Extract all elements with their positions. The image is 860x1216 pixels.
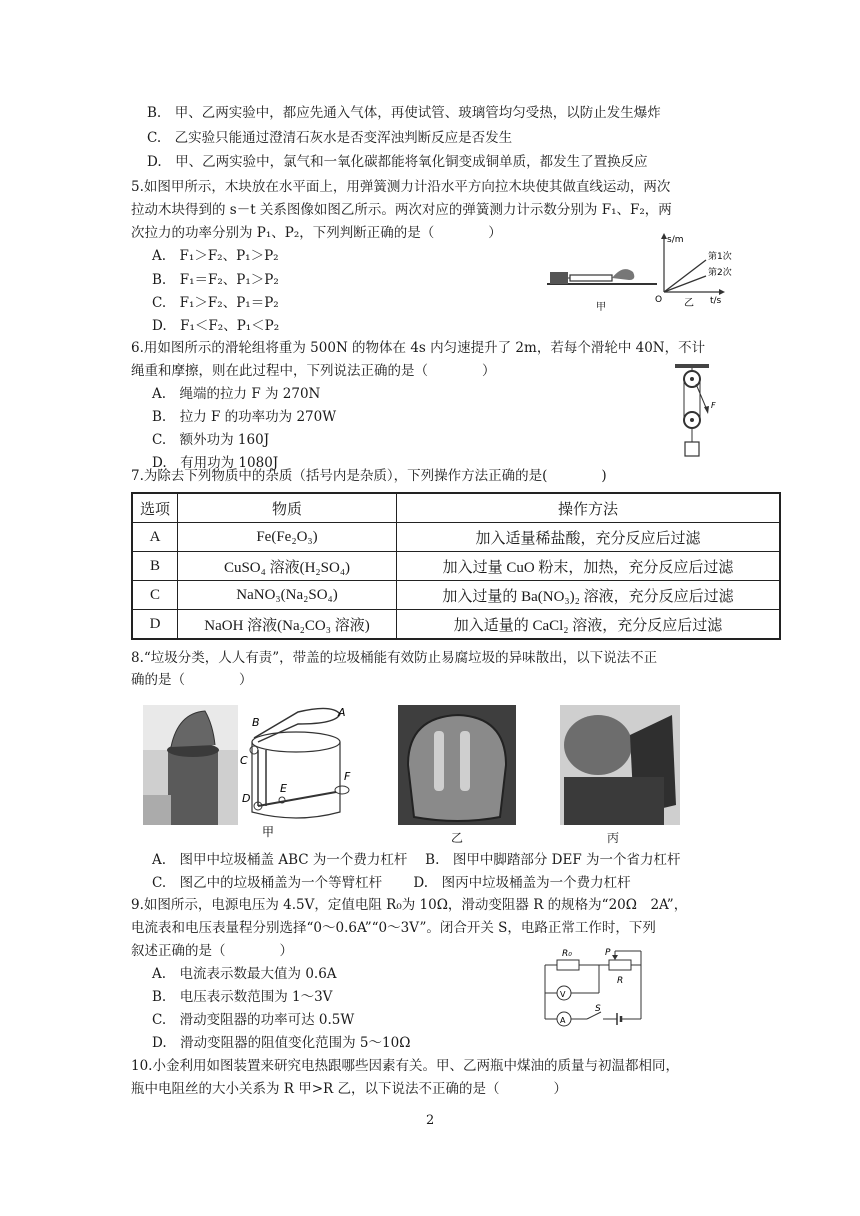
q5-apparatus-figure [545,258,663,316]
q5-option-c: C. F₁＞F₂、P₁＝P₂ [152,295,279,311]
q9-option-d: D. 滑动变阻器的阻值变化范围为 5～10Ω [152,1035,411,1051]
q7-stem: 7.为除去下列物质中的杂质（括号内是杂质），下列操作方法正确的是( ) [131,468,607,484]
q9-option-b: B. 电压表示数范围为 1～3V [152,989,333,1005]
q8-lever-diagram [236,702,356,842]
q5-spring-scale [570,275,612,281]
q8-label-c: C [240,754,248,767]
table-cell: Fe(Fe₂O₃) [178,523,397,552]
table-cell: B [132,552,178,581]
table-cell: CuSO₄ 溶液(H₂SO₄) [178,552,397,581]
table-cell: A [132,523,178,552]
table-cell: NaNO₃(Na₂SO₄) [178,581,397,610]
q6-option-a: A. 绳端的拉力 F 为 270N [152,386,321,402]
q9-r-label: R [617,976,624,986]
table-cell: 加入过量的 Ba(NO₃)₂ 溶液，充分反应后过滤 [397,581,781,610]
q5-y-axis-label: s/m [667,235,684,245]
q4-option-b: B. 甲、乙两实验中，都应先通入气体，再使试管、玻璃管均匀受热，以防止发生爆炸 [147,105,661,121]
q9-resistor-r0 [557,960,579,970]
q8-lid [254,708,340,742]
q5-x-axis-label: t/s [710,296,722,306]
q5-option-b: B. F₁＝F₂、P₁＞P₂ [152,272,279,288]
q5-option-a: A. F₁＞F₂、P₁＞P₂ [152,248,279,264]
q5-st-graph [650,230,740,310]
q6-load-block [685,442,699,456]
table-header-row [132,493,780,523]
q9-rheostat [609,960,631,970]
q5-stem-3: 次拉力的功率分别为 P₁、P₂，下列判断正确的是（ ） [131,225,502,241]
q6-force-label: F [711,401,716,410]
q6-option-c: C. 额外功为 160J [152,432,270,448]
table-row [132,581,780,610]
q5-origin-label: O [655,295,663,305]
q5-hand [612,269,634,280]
q8-bing-label: 丙 [607,831,620,845]
q4-option-c: C. 乙实验只能通过澄清石灰水是否变浑浊判断反应是否发生 [147,130,513,146]
q6-stem-2: 绳重和摩擦，则在此过程中，下列说法正确的是（ ） [131,363,496,379]
table-cell: 加入适量的 CaCl₂ 溶液，充分反应后过滤 [397,610,781,640]
q4-option-d: D. 甲、乙两实验中，氯气和一氧化碳都能将氧化铜变成铜单质，都发生了置换反应 [147,154,648,170]
q8-options-cd: C. 图乙中的垃圾桶盖为一个等臂杠杆 D. 图丙中垃圾桶盖为一个费力杠杆 [152,875,631,891]
q9-stem-3: 叙述正确的是（ ） [131,943,293,959]
q8-jia-label: 甲 [262,825,275,839]
q9-circuit-diagram [535,945,650,1030]
q5-first-label: 第1次 [708,252,732,262]
q8-options-ab: A. 图甲中垃圾桶盖 ABC 为一个费力杠杆 B. 图甲中脚踏部分 DEF 为一个省力杠杆 [152,852,681,868]
q8-label-e: E [280,782,287,795]
q8-stem-2: 确的是（ ） [131,672,253,688]
table-cell: 加入过量 CuO 粉末，加热，充分反应后过滤 [397,552,781,581]
q7-options-table [131,492,781,640]
q8-label-b: B [252,716,260,729]
q5-yi-label: 乙 [684,298,694,309]
table-cell: C [132,581,178,610]
q5-option-d: D. F₁＜F₂、P₁＜P₂ [152,318,280,334]
q9-stem-2: 电流表和电压表量程分别选择“0～0.6A”“0～3V”。闭合开关 S，电路正常工作时，下列 [131,920,656,936]
q9-option-c: C. 滑动变阻器的功率可达 0.5W [152,1012,355,1028]
q9-switch-label: S [595,1004,601,1014]
q8-photo-jia [143,705,238,825]
table-header-cell: 物质 [178,493,397,523]
q6-pulley-figure [665,362,725,462]
q5-line-second [664,276,706,292]
q5-second-label: 第2次 [708,268,732,278]
q6-stem-1: 6.用如图所示的滑轮组将重为 500N 的物体在 4s 内匀速提升了 2m，若每个滑轮中 40N，不计 [131,340,706,356]
table-header-cell: 操作方法 [397,493,781,523]
q9-p-label: P [605,948,611,958]
q6-option-d: D. 有用功为 1080J [152,455,279,471]
q10-stem-2: 瓶中电阻丝的大小关系为 R 甲>R 乙，以下说法不正确的是（ ） [131,1081,568,1097]
q8-photo-bing [560,705,680,825]
q5-jia-label: 甲 [596,302,606,313]
q9-ammeter-label: A [560,1016,566,1025]
table-row [132,523,780,552]
q5-line-first [664,260,706,292]
q9-option-a: A. 电流表示数最大值为 0.6A [152,966,337,982]
q6-option-b: B. 拉力 F 的功率功为 270W [152,409,337,425]
q5-block [550,272,568,284]
page-number: 2 [426,1113,435,1128]
q5-stem-1: 5.如图甲所示，木块放在水平面上，用弹簧测力计沿水平方向拉木块使其做直线运动，两次 [131,179,671,195]
table-header-cell: 选项 [132,493,178,523]
q8-yi-label: 乙 [451,831,464,845]
q5-stem-2: 拉动木块得到的 s－t 关系图像如图乙所示。两次对应的弹簧测力计示数分别为 F₁、F₂，两 [131,202,672,218]
q8-label-a: A [338,706,346,719]
q10-stem-1: 10.小金利用如图装置来研究电热跟哪些因素有关。甲、乙两瓶中煤油的质量与初温都相同， [131,1058,679,1074]
q9-r0-label: R₀ [562,949,572,959]
table-cell: 加入适量稀盐酸，充分反应后过滤 [397,523,781,552]
q9-stem-1: 9.如图所示，电源电压为 4.5V，定值电阻 R₀为 10Ω，滑动变阻器 R 的规格为“20Ω 2A”， [131,897,688,913]
q8-label-f: F [344,770,351,783]
table-row [132,610,780,640]
q8-stem-1: 8.“垃圾分类，人人有责”，带盖的垃圾桶能有效防止易腐垃圾的异味散出，以下说法不正 [131,650,658,666]
q8-photo-yi [398,705,516,825]
table-cell: NaOH 溶液(Na₂CO₃ 溶液) [178,610,397,640]
q8-label-d: D [242,792,251,805]
table-row [132,552,780,581]
q9-voltmeter-label: V [560,990,566,999]
table-cell: D [132,610,178,640]
